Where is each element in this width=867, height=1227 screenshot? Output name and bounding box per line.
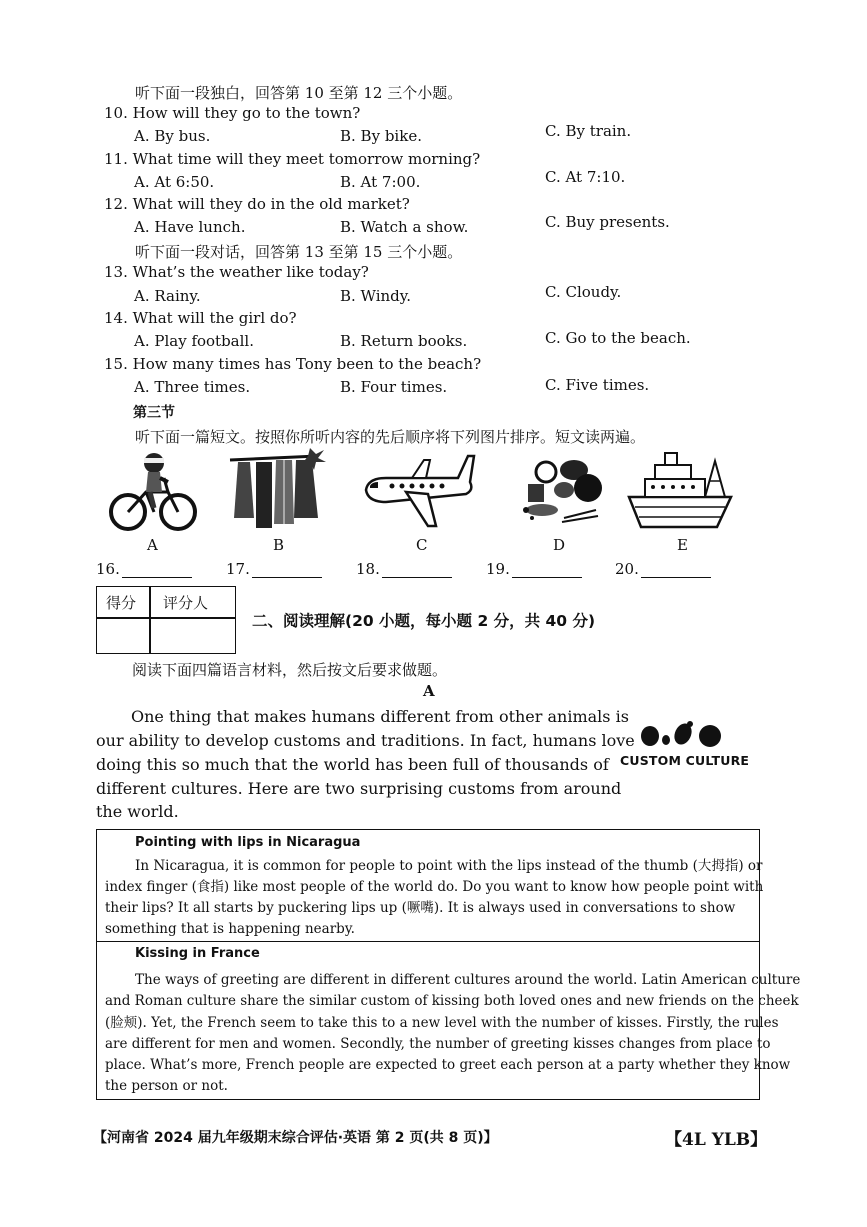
score-label: 得分: [106, 594, 137, 612]
blank-number: 16.: [96, 560, 120, 578]
question-10: 10. How will they go to the town?: [104, 104, 361, 122]
grader-label: 评分人: [163, 594, 209, 612]
option-10b: B. By bike.: [340, 127, 422, 145]
grader-cell[interactable]: [153, 621, 231, 649]
picture-label-e: E: [677, 536, 688, 554]
blank-line[interactable]: [641, 561, 711, 578]
section3-title: 第三节: [133, 405, 175, 421]
dialogue-instruction: 听下面一段对话，回答第 13 至第 15 三个小题。: [135, 243, 463, 261]
custom-culture-logo-icon: [638, 718, 724, 752]
answer-blank-16[interactable]: [96, 560, 192, 578]
question-14: 14. What will the girl do?: [104, 309, 297, 327]
question-12: 12. What will they do in the old market?: [104, 195, 410, 213]
option-10a: A. By bus.: [134, 127, 211, 145]
option-15b: B. Four times.: [340, 378, 448, 396]
answer-blank-18[interactable]: [356, 560, 452, 578]
intro-line-2: our ability to develop customs and traditions. In fact, humans love: [96, 731, 635, 750]
option-10c: C. By train.: [545, 122, 632, 140]
option-11a: A. At 6:50.: [134, 173, 215, 191]
option-13a: A. Rainy.: [134, 287, 201, 305]
option-15a: A. Three times.: [134, 378, 251, 396]
option-15c: C. Five times.: [545, 376, 650, 394]
intro-line-3: doing this so much that the world has been full of thousands of: [96, 755, 609, 774]
question-15: 15. How many times has Tony been to the beach?: [104, 355, 482, 373]
passage-a-label: A: [423, 682, 435, 700]
score-cell[interactable]: [99, 621, 147, 649]
intro-line-4: different cultures. Here are two surprising customs from around: [96, 779, 622, 798]
option-11c: C. At 7:10.: [545, 168, 626, 186]
ship-icon: [625, 445, 735, 533]
box2-title: Kissing in France: [135, 946, 260, 961]
blank-line[interactable]: [252, 561, 322, 578]
option-14b: B. Return books.: [340, 332, 468, 350]
box1-line-2: index finger (食指) like most people of the world do. Do you want to know how people point with: [105, 879, 764, 895]
blank-number: 18.: [356, 560, 380, 578]
cyclist-icon: [108, 448, 198, 533]
box1-title: Pointing with lips in Nicaragua: [135, 835, 361, 850]
blank-number: 19.: [486, 560, 510, 578]
box2-line-1: The ways of greeting are different in different cultures around the world. Latin American culture: [135, 972, 801, 988]
option-12c: C. Buy presents.: [545, 213, 670, 231]
box1-line-4: something that is happening nearby.: [105, 921, 355, 937]
blank-line[interactable]: [382, 561, 452, 578]
answer-blank-19[interactable]: [486, 560, 582, 578]
airplane-icon: [362, 448, 477, 533]
box1-line-3: their lips? It all starts by puckering lips up (噘嘴). It is always used in conversations to show: [105, 900, 736, 916]
box2-line-4: are different for men and women. Secondly, the number of greeting kisses changes from place to: [105, 1036, 771, 1052]
intro-line-1: One thing that makes humans different from other animals is: [131, 707, 629, 726]
picture-label-d: D: [553, 536, 566, 554]
custom-box-nicaragua: [96, 829, 764, 942]
blank-number: 20.: [615, 560, 639, 578]
option-13c: C. Cloudy.: [545, 283, 622, 301]
picture-label-c: C: [416, 536, 428, 554]
option-14c: C. Go to the beach.: [545, 329, 691, 347]
clothes-rack-icon: [228, 448, 328, 533]
food-table-icon: [518, 452, 608, 532]
option-11b: B. At 7:00.: [340, 173, 421, 191]
box2-line-3: (脸颊). Yet, the French seem to take this to a new level with the number of kisses. Firstly, the rules: [105, 1015, 779, 1031]
custom-box-france: [96, 940, 801, 1100]
box2-line-6: the person or not.: [105, 1078, 228, 1094]
question-11: 11. What time will they meet tomorrow morning?: [104, 150, 481, 168]
option-12b: B. Watch a show.: [340, 218, 469, 236]
section3-instruction: 听下面一篇短文。按照你所听内容的先后顺序将下列图片排序。短文读两遍。: [135, 428, 646, 446]
option-13b: B. Windy.: [340, 287, 412, 305]
question-13: 13. What’s the weather like today?: [104, 263, 369, 281]
custom-culture-logo-text: CUSTOM CULTURE: [620, 753, 750, 768]
intro-line-5: the world.: [96, 802, 179, 821]
reading-instruction: 阅读下面四篇语言材料，然后按文后要求做题。: [132, 661, 448, 679]
score-box: [96, 586, 236, 654]
picture-label-a: A: [147, 536, 158, 554]
footer-page-info: 【河南省 2024 届九年级期末综合评估·英语 第 2 页(共 8 页)】: [93, 1130, 498, 1146]
blank-line[interactable]: [512, 561, 582, 578]
answer-blank-20[interactable]: [615, 560, 711, 578]
answer-blank-17[interactable]: [226, 560, 322, 578]
box2-line-5: place. What’s more, French people are expected to greet each person at a party whether they know: [105, 1057, 791, 1073]
blank-line[interactable]: [122, 561, 192, 578]
picture-label-b: B: [273, 536, 285, 554]
option-12a: A. Have lunch.: [134, 218, 246, 236]
footer-code: 【4L YLB】: [665, 1130, 768, 1150]
blank-number: 17.: [226, 560, 250, 578]
monologue-instruction: 听下面一段独白，回答第 10 至第 12 三个小题。: [135, 84, 463, 102]
reading-part-title: 二、阅读理解(20 小题，每小题 2 分，共 40 分): [252, 612, 596, 630]
box1-line-1: In Nicaragua, it is common for people to point with the lips instead of the thumb (大拇指) or: [135, 858, 763, 874]
option-14a: A. Play football.: [134, 332, 254, 350]
box2-line-2: and Roman culture share the similar custom of kissing both loved ones and new friends on the cheek: [105, 993, 799, 1009]
